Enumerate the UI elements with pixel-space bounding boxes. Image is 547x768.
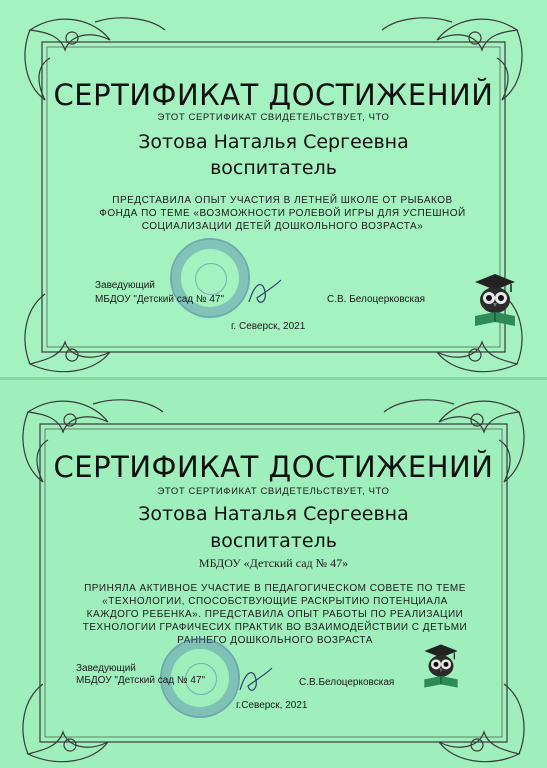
achievement-description: ПРИНЯЛА АКТИВНОЕ УЧАСТИЕ В ПЕДАГОГИЧЕСКОМ СОВЕТЕ ПО ТЕМЕ «ТЕХНОЛОГИИ, СПОСОБСТВУЮЩИЕ РАСКРЫТИЮ ПОТЕНЦИАЛА КАЖДОГО РЕБЕНКА». ПРЕДСТАВИЛА ОПЫТ РАБОТЫ ПО РЕАЛИЗАЦИИ ТЕХНОЛОГИИ ГРАФИЧЕСИХ ПРАКТИК ВО ВЗАИМОДЕЙСТВИИ С ДЕТЬМИ РАННЕГО ДОШКОЛЬНОГО ВОЗРАСТА: [82, 583, 468, 646]
recipient-name: Зотова Наталья Сергеевна: [138, 503, 409, 525]
signer-role: Заведующий: [95, 280, 155, 291]
round-seal-icon: [170, 238, 250, 318]
signer-organization: МБДОУ "Детский сад № 47": [76, 675, 206, 686]
certificate-title: СЕРТИФИКАТ ДОСТИЖЕНИЙ: [53, 450, 494, 484]
signer-role: Заведующий: [76, 663, 136, 674]
achievement-description: ПРЕДСТАВИЛА ОПЫТ УЧАСТИЯ В ЛЕТНЕЙ ШКОЛЕ ОТ РЫБАКОВ ФОНДА ПО ТЕМЕ «ВОЗМОЖНОСТИ РОЛЕВОЙ ИГРЫ ДЛЯ УСПЕШНОЙ СОЦИАЛИЗАЦИИ ДЕТЕЙ ДОШКОЛЬНОГО ВОЗРАСТА»: [99, 195, 466, 232]
signature-mark: [236, 660, 276, 700]
certificate-2: [0, 380, 547, 768]
recipient-position: воспитатель: [210, 530, 337, 552]
owl-on-book-icon: [421, 642, 461, 690]
certificate-subtitle: ЭТОТ СЕРТИФИКАТ СВИДЕТЕЛЬСТВУЕТ, ЧТО: [157, 112, 390, 123]
signature-mark: [245, 272, 285, 312]
signer-name: С.В. Белоцерковская: [327, 294, 426, 305]
recipient-position: воспитатель: [210, 157, 337, 179]
certificate-1: [0, 0, 547, 378]
recipient-organization: МБДОУ «Детский сад № 47»: [198, 556, 349, 570]
signer-organization: МБДОУ "Детский сад № 47": [95, 294, 225, 305]
signer-name: С.В.Белоцерковская: [299, 677, 395, 688]
place-year: г. Северск, 2021: [231, 321, 306, 332]
certificate-title: СЕРТИФИКАТ ДОСТИЖЕНИЙ: [53, 78, 494, 112]
recipient-name: Зотова Наталья Сергеевна: [138, 131, 409, 153]
certificate-subtitle: ЭТОТ СЕРТИФИКАТ СВИДЕТЕЛЬСТВУЕТ, ЧТО: [157, 486, 390, 497]
place-year: г.Северск, 2021: [236, 700, 308, 711]
owl-on-book-icon: [471, 272, 519, 328]
